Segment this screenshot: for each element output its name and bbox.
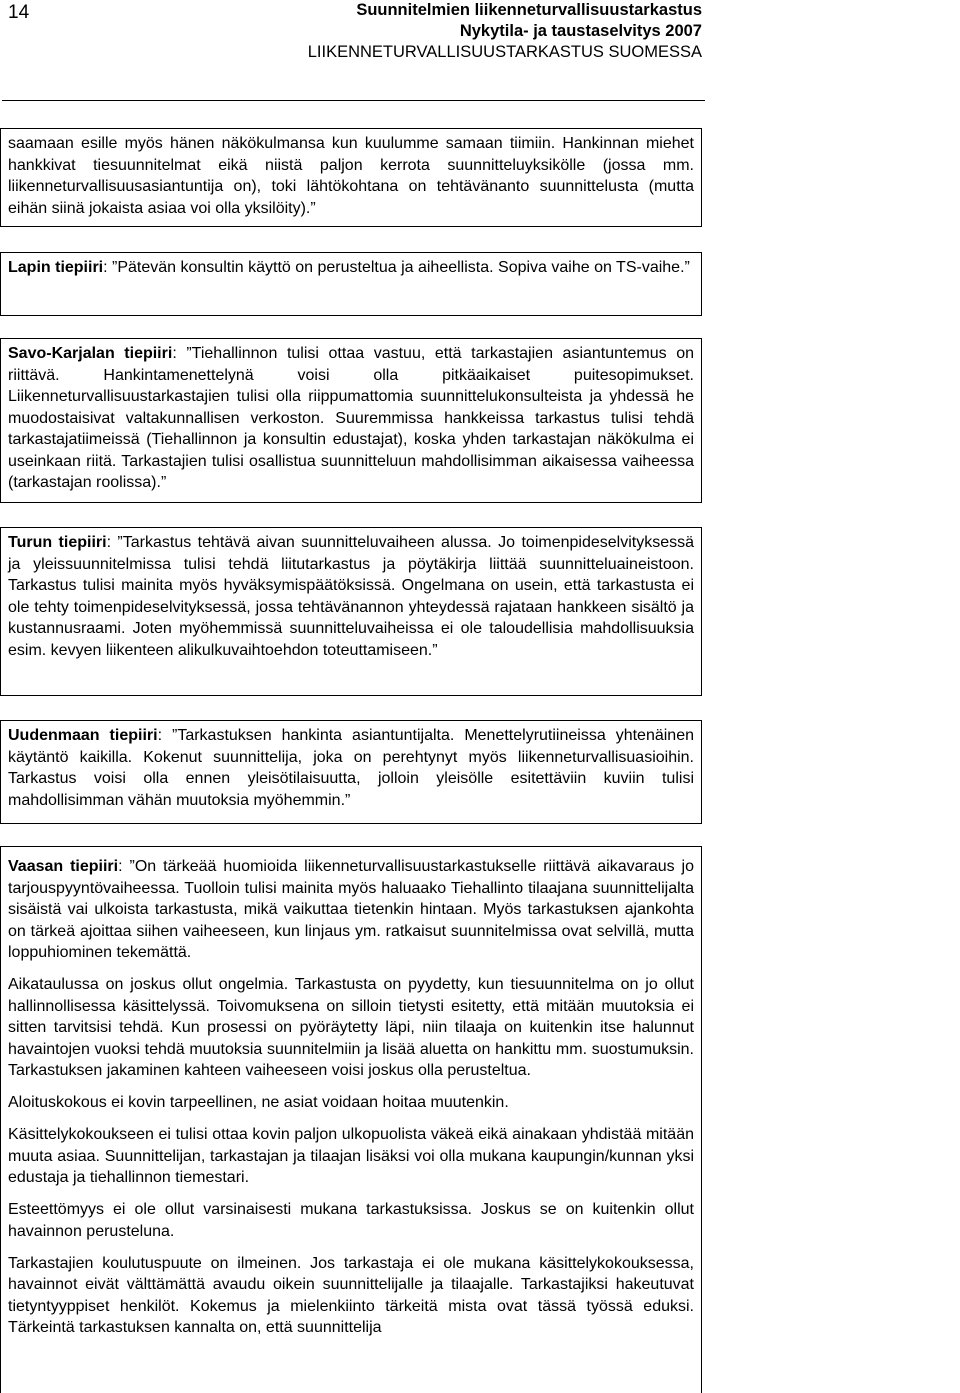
quote-text: : ”Tarkastus tehtävä aivan suunnitteluvaiheen alussa. Jo toimenpideselvityksessä ja yleissuunnitelmissa tulisi tehdä liitutarkastus ja pöytäkirja liittää suunnitteluaineistoon. Tarkastus tulisi mainita myös hyväksymispäätöksissä. Ongelmana on usein, että tarkastusta ei ole tehty toimenpideselvityksessä, jossa tehtävänannon yhteydessä rajataan hankkeen sisältö ja kustannusraami. Joten myöhemmissä suunnitteluvaiheissa ei ole taloudellisia mahdollisuuksia esim. kevyen liikenteen alikulkuvaihtoehdon toteuttamiseen.” bbox=[8, 534, 694, 659]
quote-text: : ”Pätevän konsultin käyttö on perusteltua ja aiheellista. Sopiva vaihe on TS-vaihe.” bbox=[103, 259, 690, 276]
quote-paragraph: Esteettömyys ei ole ollut varsinaisesti mukana tarkastuksissa. Joskus se on kuitenkin ollut havainnon perusteluna. bbox=[8, 1201, 694, 1240]
district-name: Lapin tiepiiri bbox=[8, 259, 104, 276]
quote-paragraph bbox=[8, 257, 694, 279]
quote-paragraph bbox=[8, 532, 694, 661]
quote-paragraph bbox=[8, 725, 694, 811]
page-number: 14 bbox=[8, 2, 30, 23]
page-header bbox=[0, 0, 960, 108]
quote-box-uusimaa bbox=[0, 720, 702, 824]
quote-paragraph bbox=[8, 343, 694, 494]
district-name: Uudenmaan tiepiiri bbox=[8, 727, 158, 744]
header-title: Suunnitelmien liikenneturvallisuustarkastus bbox=[356, 1, 702, 19]
header-subtitle: Nykytila- ja taustaselvitys 2007 bbox=[459, 22, 702, 40]
quote-paragraph bbox=[8, 856, 694, 964]
header-rule bbox=[2, 100, 705, 101]
quote-box-continued bbox=[0, 128, 702, 227]
running-header bbox=[308, 0, 702, 63]
quote-paragraph: Tarkastajien koulutuspuute on ilmeinen. Jos tarkastaja ei ole mukana käsittelykokouksessa, havainnot eivät välttämättä avaudu oikein suunnittelijalle ja tilaajalle. Tarkastajiksi hakeutuvat tietyntyyppiset henkilöt. Kokemus ja mielenkiinto tärkeitä mista ovat tässä työssä eduksi. Tärkeintä tarkastuksen kannalta on, että suunnittelija bbox=[8, 1254, 694, 1336]
quote-box-lappi bbox=[0, 252, 702, 316]
district-name: Vaasan tiepiiri bbox=[8, 858, 119, 875]
quote-text: : ”Tiehallinnon tulisi ottaa vastuu, että tarkastajien asiantuntemus on riittävä. Hankintamenettelynä voisi olla pitkäaikaiset puitesopimukset. Liikenneturvallisuustarkastajien tulisi olla riippumattomia suunnittelukonsulteista ja yhdessä he muodostaisivat valtakunnallisen verkoston. Suuremmissa hankkeissa tarkastus tulisi tehdä tarkastajatiimeissä (Tiehallinnon ja konsultin edustajat), koska yhden tarkastajan näkökulma ei useinkaan riitä. Tarkastajien tulisi osallistua suunnitteluun mahdollisimman aikaisessa vaiheessa (tarkastajan roolissa).” bbox=[8, 345, 694, 491]
district-name: Turun tiepiiri bbox=[8, 534, 107, 551]
quote-text: : ”On tärkeää huomioida liikenneturvallisuustarkastukselle riittävä aikavaraus jo tarjouspyyntövaiheessa. Tuolloin tulisi mainita myös haluaako Tiehallinto tilaajana suunnittelijalta sisäistä vai ulkoista tarkastusta, mikä vaikuttaa tietenkin hintaan. Myös tarkastuksen ajankohta on tärkeä ajoittaa siihen vaiheeseen, kun linjaus ym. ratkaisut suunnitelmissa ovat selvillä, mutta loppuhiominen tekemättä. bbox=[8, 858, 695, 961]
district-name: Savo-Karjalan tiepiiri bbox=[8, 345, 173, 362]
quote-text: : ”Tarkastuksen hankinta asiantuntijalta. Menettelyrutiineissa yhtenäinen käytäntö kaikilla. Kokenut suunnittelija, joka on perehtynyt myös liikenneturvallisuasioihin. Tarkastus voisi olla ennen yleisötilaisuutta, jolloin yleisölle esitettäviin kuviin tulisi mahdollisimman vähän muutoksia myöhemmin.” bbox=[8, 727, 694, 809]
header-section: LIIKENNETURVALLISUUSTARKASTUS SUOMESSA bbox=[307, 43, 702, 61]
quote-text: saamaan esille myös hänen näkökulmansa kun kuulumme samaan tiimiin. Hankinnan miehet hankkivat tiesuunnitelmat eikä niistä paljon kerrota suunnitteluyksikölle (jossa mm. liikenneturvallisuusasiantuntija on), toki lähtökohtana on tehtävänanto suunnittelusta (mutta eihän siinä jokaista asiaa voi olla yksilöity).” bbox=[8, 135, 694, 217]
quote-paragraph: Käsittelykokoukseen ei tulisi ottaa kovin paljon ulkopuolista väkeä eikä ainakaan yhdistää mitään muuta asiaa. Suunnittelijan, tarkastajan ja tilaajan lisäksi voi olla mukana kaupungin/kunnan yksi edustaja ja tiehallinnon tiemestari. bbox=[8, 1126, 694, 1186]
quote-box-turku bbox=[0, 527, 702, 696]
quote-box-savo-karjala bbox=[0, 338, 702, 503]
quote-box-vaasa bbox=[0, 846, 702, 1393]
quote-paragraph: Aloituskokous ei kovin tarpeellinen, ne asiat voidaan hoitaa muutenkin. bbox=[8, 1094, 509, 1111]
quote-paragraph: Aikataulussa on joskus ollut ongelmia. Tarkastusta on pyydetty, kun tiesuunnitelma on jo ollut hallinnollisessa käsittelyssä. Toivomuksena on silloin tietysti esitetty, että mitään muutoksia ei sitten tarvitsisi tehdä. Kun prosessi on pyöräytetty läpi, niin tilaaja on kuitenkin itse halunnut havaintojen vuoksi tehdä muutoksia suunnitelmiin ja lisää aluetta on hankittu mm. suostumuksin. Tarkastuksen jakaminen kahteen vaiheeseen voisi joskus olla perusteltua. bbox=[8, 976, 694, 1079]
